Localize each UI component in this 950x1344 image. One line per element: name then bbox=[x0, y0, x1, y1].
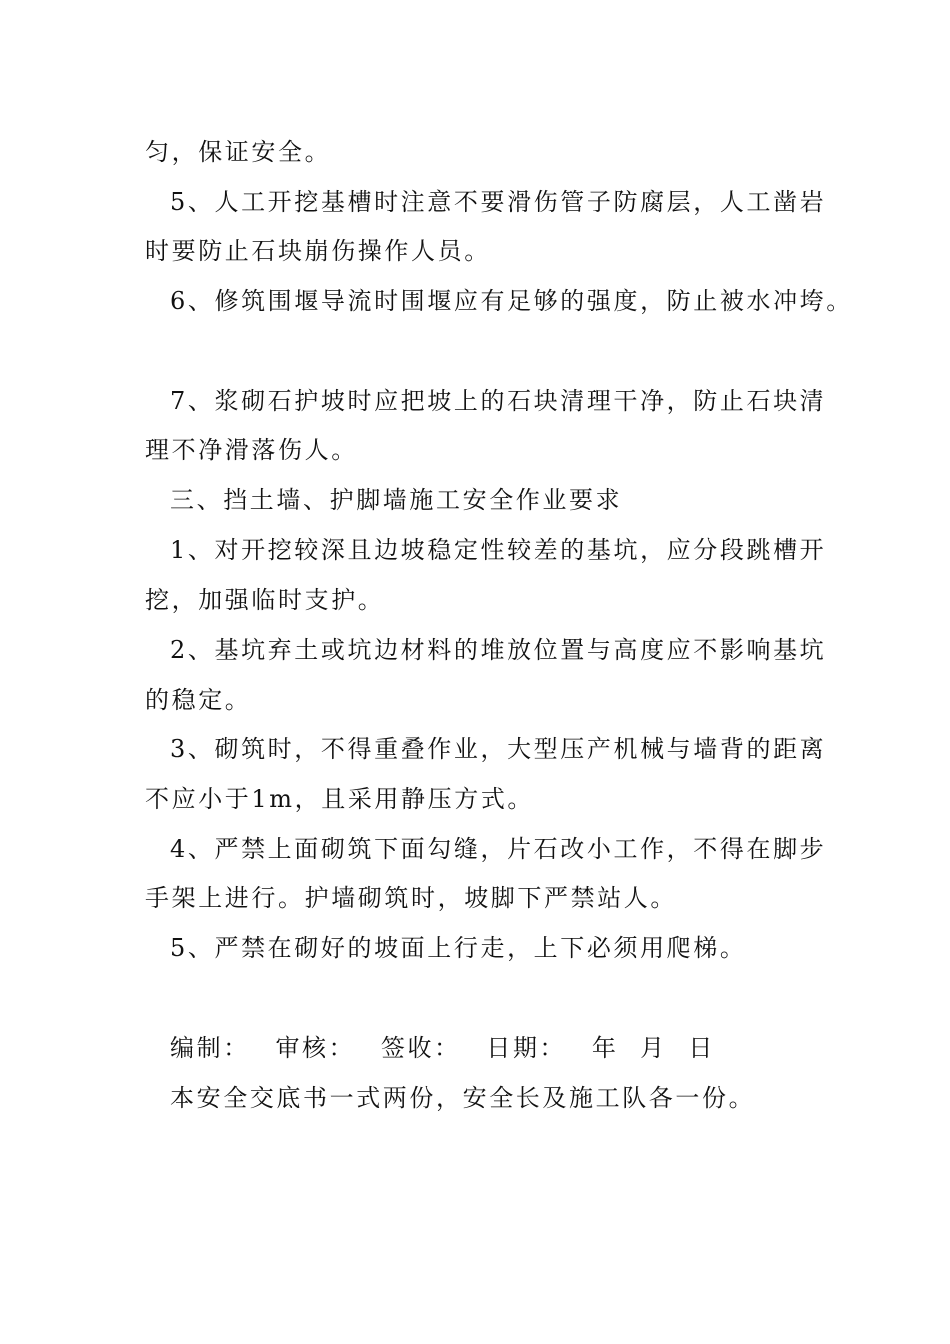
paragraph-line: 5、人工开挖基槽时注意不要滑伤管子防腐层，人工凿岩 bbox=[170, 188, 827, 216]
paragraph-line: 理不净滑落伤人。 bbox=[145, 436, 358, 464]
paragraph-line: 匀，保证安全。 bbox=[145, 138, 332, 166]
paragraph-line: 时要防止石块崩伤操作人员。 bbox=[145, 237, 491, 265]
paragraph-line: 2、基坑弃土或坑边材料的堆放位置与高度应不影响基坑 bbox=[170, 636, 827, 664]
day-label: 日 bbox=[688, 1034, 715, 1062]
paragraph-line: 3、砌筑时，不得重叠作业，大型压产机械与墙背的距离 bbox=[170, 735, 827, 763]
received-label: 签收： bbox=[380, 1034, 461, 1062]
paragraph-line: 7、浆砌石护坡时应把坡上的石块清理干净，防止石块清 bbox=[170, 387, 827, 415]
section-heading: 三、挡土墙、护脚墙施工安全作业要求 bbox=[170, 486, 623, 514]
signature-row bbox=[170, 1032, 715, 1064]
paragraph-line: 不应小于1m，且采用静压方式。 bbox=[145, 785, 535, 813]
paragraph-line: 挖，加强临时支护。 bbox=[145, 586, 385, 614]
compiled-label: 编制： bbox=[170, 1034, 250, 1062]
paragraph-line: 的稳定。 bbox=[145, 686, 252, 714]
paragraph-line: 6、修筑围堰导流时围堰应有足够的强度，防止被水冲垮。 bbox=[170, 287, 853, 315]
reviewed-label: 审核： bbox=[275, 1034, 356, 1062]
footer-note: 本安全交底书一式两份，安全长及施工队各一份。 bbox=[170, 1084, 756, 1112]
date-label: 日期： bbox=[486, 1034, 567, 1062]
paragraph-line: 手架上进行。护墙砌筑时，坡脚下严禁站人。 bbox=[145, 884, 677, 912]
paragraph-line: 4、严禁上面砌筑下面勾缝，片石改小工作，不得在脚步 bbox=[170, 835, 827, 863]
paragraph-line: 1、对开挖较深且边坡稳定性较差的基坑，应分段跳槽开 bbox=[170, 536, 827, 564]
paragraph-line: 5、严禁在砌好的坡面上行走，上下必须用爬梯。 bbox=[170, 934, 747, 962]
month-label: 月 bbox=[640, 1034, 667, 1062]
year-label: 年 bbox=[591, 1034, 619, 1062]
